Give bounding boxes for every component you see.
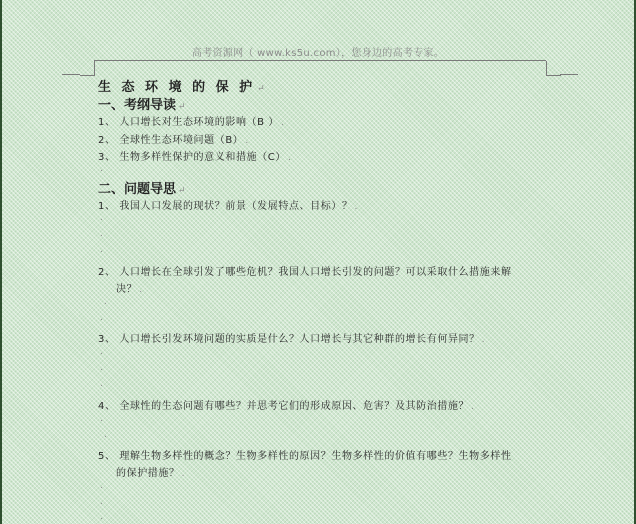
question-5-line-1: 5、 理解生物多样性的概念？生物多样性的原因？生物多样性的价值有哪些？生物多样性: [98, 451, 512, 462]
return-mark: ↵: [257, 84, 268, 94]
empty-paragraph-mark: .: [100, 414, 103, 424]
empty-paragraph-mark: .: [100, 481, 103, 491]
margin-corner-right: [546, 61, 561, 76]
paragraph-mark: .: [280, 118, 285, 128]
return-mark: ↵: [178, 186, 186, 196]
question-4: 4、 全球性的生态问题有哪些？并思考它们的形成原因、危害？及其防治措施？ .: [98, 401, 475, 412]
syllabus-item-2: 2、 全球性生态环境问题（B） .: [98, 135, 249, 146]
empty-paragraph-mark: .: [100, 313, 103, 323]
paragraph-mark: .: [287, 153, 292, 163]
paragraph-mark: .: [181, 469, 186, 479]
paragraph-mark: .: [354, 202, 359, 212]
empty-paragraph-mark: .: [100, 229, 103, 239]
paragraph-mark: .: [139, 285, 143, 295]
empty-paragraph-mark: .: [100, 363, 103, 373]
section-heading-questions: 二、问题导思 ↵: [98, 182, 186, 197]
question-2-line-2: 决？ .: [116, 284, 143, 295]
empty-paragraph-mark: .: [104, 430, 107, 440]
header-rule: [94, 60, 546, 61]
page-header-text: 高考资源网（ www.ks5u.com），您身边的高考专家。: [191, 48, 445, 59]
margin-corner-right-extension: [560, 74, 578, 75]
document-title: 生 态 环 境 的 保 护 ↵: [98, 80, 268, 95]
margin-corner-left-extension: [62, 74, 80, 75]
window-left-border: [0, 0, 2, 524]
paragraph-mark: .: [245, 136, 249, 146]
empty-paragraph-mark: .: [100, 347, 103, 357]
empty-paragraph-mark: .: [100, 497, 103, 507]
syllabus-item-1: 1、 人口增长对生态环境的影响（B ） .: [98, 117, 285, 128]
return-mark: ↵: [178, 102, 186, 112]
empty-paragraph-mark: .: [100, 164, 103, 174]
empty-paragraph-mark: .: [104, 297, 107, 307]
question-3: 3、 人口增长引发环境问题的实质是什么？人口增长与其它种群的增长有何异同？ .: [98, 334, 486, 345]
empty-paragraph-mark: .: [100, 379, 103, 389]
margin-corner-left: [80, 61, 95, 76]
empty-paragraph-mark: .: [100, 245, 103, 255]
section-heading-syllabus: 一、考纲导读 ↵: [98, 98, 186, 113]
question-1: 1、 我国人口发展的现状？前景（发展特点、目标）？ .: [98, 201, 359, 212]
question-5-line-2: 的保护措施？ .: [116, 468, 186, 479]
paragraph-mark: .: [481, 335, 486, 345]
empty-paragraph-mark: .: [100, 213, 103, 223]
paragraph-mark: .: [471, 402, 475, 412]
syllabus-item-3: 3、 生物多样性保护的意义和措施（C） .: [98, 152, 292, 163]
empty-paragraph-mark: .: [100, 512, 103, 522]
question-2-line-1: 2、 人口增长在全球引发了哪些危机？我国人口增长引发的问题？可以采取什么措施来解: [98, 267, 512, 278]
